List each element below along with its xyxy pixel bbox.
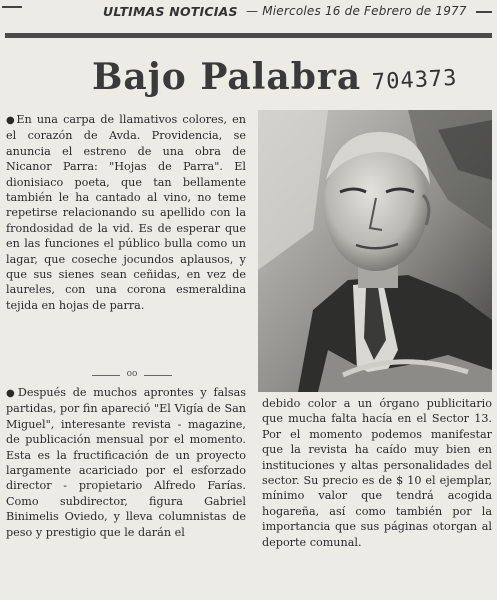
bullet-icon: ● [6, 388, 18, 399]
paragraph-text: debido color a un órgano publicitario que mucha falta hacía en el Sector 13. Por el momento podemos manifestar que la revista ha caído muy bien en instituciones y altas personalidades del sector. Su precio es de $ 10 el ejemplar, mínimo valor que tendrá acogida hogareña, así como también por la importancia que sus páginas otorgan al deporte comunal. [262, 397, 492, 549]
masthead [0, 2, 497, 24]
column-title: Bajo Palabra [92, 56, 362, 98]
paragraph-text: En una carpa de llamativos colores, en el corazón de Avda. Providencia, se anuncia el estreno de una obra de Nicanor Parra: "Hojas de Parra". El dionisiaco poeta, que tan bellamente también le ha cantado al vino, no teme repetirse relacionando su apellido con la frondosidad de la vid. Es de esperar que en las funciones el público bulla como un lagar, que coseche jocundos aplausos, y que sus sienes sean ceñidas, en vez de laureles, con una corona esmeraldina tejida en hojas de parra. [6, 113, 246, 312]
bullet-icon: ● [6, 115, 17, 126]
paragraph-vigia-continued [262, 396, 492, 550]
newspaper-name: ULTIMAS NOTICIAS [103, 4, 238, 19]
section-divider [92, 370, 172, 380]
handwritten-archive-number: 704373 [371, 65, 459, 96]
divider-ornament: oo [126, 369, 138, 379]
paragraph-parra [6, 112, 246, 313]
masthead-rule-right [476, 11, 492, 13]
portrait-photo [258, 110, 492, 392]
header-rule [5, 33, 492, 38]
paragraph-vigia [6, 385, 246, 540]
portrait-illustration [258, 110, 492, 392]
paragraph-text: Después de muchos aprontes y falsas partidas, por fin apareció "El Vigía de San Miguel", interesante revista - magazine, de publicación mensual por el momento. Esta es la fructificación de un proyecto largamente acariciado por el esforzado director - propietario Alfredo Farías. Como subdirector, figura Gabriel Binimelis Oviedo, y lleva columnistas de peso y prestigio que le darán el [6, 386, 246, 539]
masthead-rule-left [2, 6, 22, 8]
divider-line-right [144, 375, 172, 376]
publication-date: — Miercoles 16 de Febrero de 1977 [246, 4, 467, 18]
